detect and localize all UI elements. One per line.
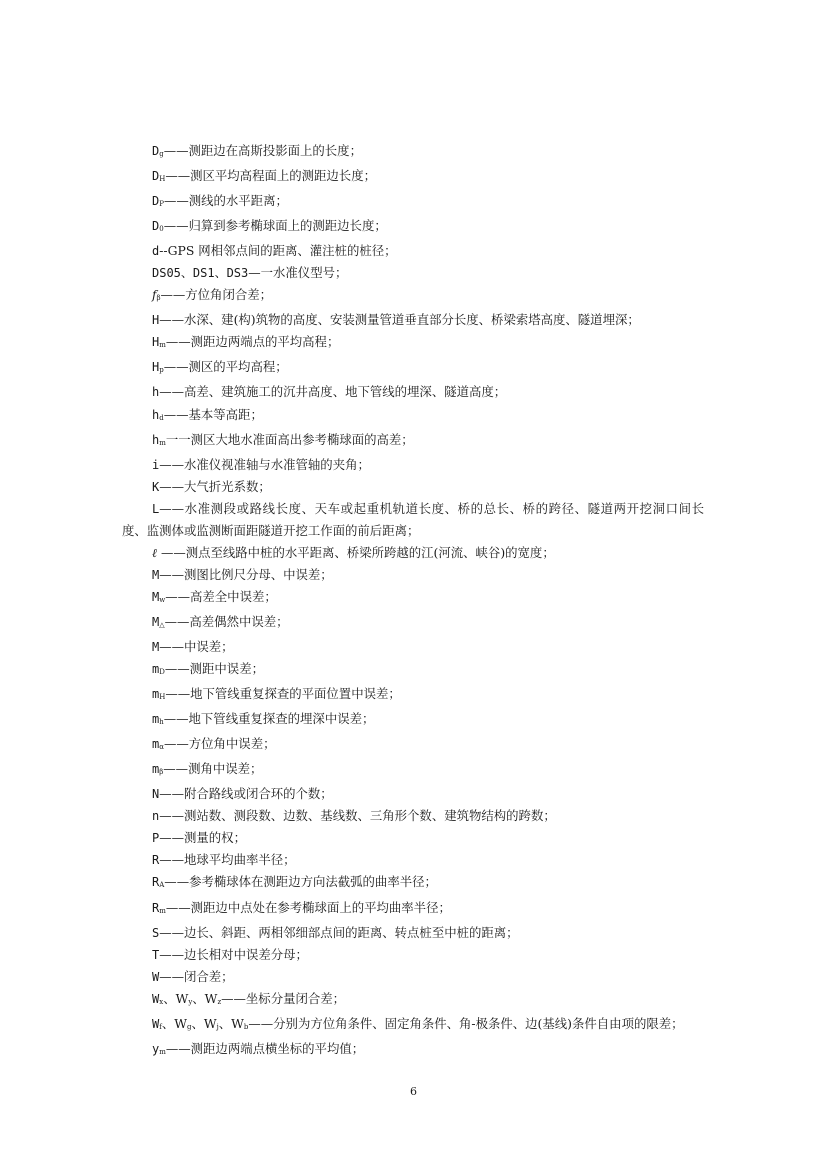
- symbol-entry: [122, 331, 704, 356]
- symbol-entry: [122, 897, 704, 922]
- symbol-entry: [122, 805, 704, 827]
- entry-symbol: n: [152, 809, 160, 824]
- entry-description: ——水准测段或路线长度、天车或起重机轨道长度、桥的总长、桥的跨径、隧道两开挖洞口间长度、监测体或监测断面距隧道开挖工作面的前后距离；: [122, 500, 704, 538]
- entry-subscript: α: [159, 743, 164, 752]
- entry-description: 、Wg、Wj、Wb——分别为方位角条件、固定角条件、角-极条件、边(基线)条件自由项的限差；: [161, 1015, 684, 1031]
- entry-symbol: h: [152, 432, 160, 447]
- entry-symbol: f: [152, 288, 157, 303]
- entry-description: 一一测区大地水准面高出参考椭球面的高差；: [165, 431, 414, 447]
- entry-symbol: H: [152, 360, 160, 375]
- symbol-entry: [122, 284, 704, 309]
- entry-symbol: R: [152, 875, 160, 890]
- symbol-entry: [122, 708, 704, 733]
- entry-subscript: g: [159, 150, 164, 158]
- entry-symbol: DS05、DS1、DS3: [152, 266, 249, 281]
- entry-description: ——附合路线或闭合环的个数；: [159, 786, 333, 802]
- entry-symbol: W: [152, 969, 160, 984]
- entry-description: ——测区平均高程面上的测距边长度；: [165, 168, 376, 184]
- symbol-entry: [122, 658, 704, 683]
- entry-subscript: D: [159, 668, 165, 677]
- entry-symbol: D: [152, 219, 160, 234]
- entry-description: ——测距边两端点的平均高程；: [165, 334, 340, 350]
- symbol-entry: [122, 140, 704, 165]
- entry-symbol: D: [152, 194, 160, 209]
- entry-subscript: d: [159, 413, 164, 422]
- symbol-entry: [122, 988, 704, 1013]
- entry-symbol: W: [152, 991, 160, 1006]
- symbol-entry: [122, 871, 704, 896]
- entry-symbol: h: [152, 407, 160, 422]
- entry-subscript: H: [159, 175, 166, 184]
- entry-description: ——测距中误差；: [164, 661, 264, 677]
- entry-subscript: p: [159, 366, 164, 375]
- page-number: 6: [410, 1085, 417, 1098]
- symbol-entry: [122, 165, 704, 190]
- entry-description: ——参考椭球体在测距边方向法截弧的曲率半径；: [164, 874, 437, 890]
- entry-description: ——测线的水平距离；: [163, 193, 288, 209]
- entry-subscript: β: [156, 294, 161, 303]
- entry-symbol: m: [152, 712, 160, 727]
- entry-symbol: S: [152, 925, 160, 940]
- entry-subscript: f: [159, 1022, 162, 1031]
- symbol-list: [122, 140, 704, 1063]
- entry-description: ——方位角闭合差；: [160, 287, 273, 303]
- symbol-entry: [122, 454, 704, 476]
- entry-symbol: H: [152, 313, 160, 328]
- entry-symbol: ℓ: [152, 545, 157, 560]
- entry-subscript: P: [159, 200, 164, 209]
- symbol-entry: [122, 849, 704, 871]
- entry-symbol: R: [152, 853, 160, 868]
- entry-description: ——地下管线重复探查的平面位置中误差；: [165, 686, 401, 702]
- entry-symbol: d: [152, 244, 160, 259]
- entry-description: ——测量的权；: [159, 830, 246, 846]
- entry-description: ——测图比例尺分母、中误差；: [159, 566, 333, 582]
- symbol-entry: [122, 1038, 704, 1063]
- entry-description: --GPS 网相邻点间的距离、灌注桩的桩径；: [159, 243, 397, 259]
- symbol-entry: [122, 564, 704, 586]
- entry-symbol: h: [152, 385, 160, 400]
- entry-description: ——基本等高距；: [163, 406, 263, 422]
- entry-subscript: m: [159, 438, 166, 447]
- entry-description: ——边长相对中误差分母；: [159, 946, 308, 962]
- entry-description: ——测距边在高斯投影面上的长度；: [163, 143, 362, 158]
- symbol-entry: [122, 190, 704, 215]
- symbol-entry: [122, 586, 704, 611]
- symbol-entry: [122, 498, 704, 542]
- entry-symbol: W: [152, 1016, 160, 1031]
- entry-symbol: m: [152, 687, 160, 702]
- symbol-entry: [122, 758, 704, 783]
- entry-description: ——闭合差；: [159, 968, 234, 984]
- entry-symbol: M: [152, 567, 160, 582]
- entry-symbol: y: [152, 1041, 160, 1056]
- symbol-entry: [122, 542, 704, 564]
- entry-description: ——测距边两端点横坐标的平均值；: [165, 1040, 365, 1056]
- symbol-entry: [122, 944, 704, 966]
- symbol-entry: [122, 1013, 704, 1038]
- entry-description: ——边长、斜距、两相邻细部点间的距离、转点桩至中桩的距离；: [159, 924, 519, 940]
- entry-symbol: H: [152, 335, 160, 350]
- entry-symbol: m: [152, 762, 160, 777]
- entry-description: ——测角中误差；: [163, 761, 263, 777]
- entry-description: ——测区的平均高程；: [163, 359, 288, 375]
- symbol-entry: [122, 215, 704, 240]
- entry-description: ——高差全中误差；: [165, 588, 277, 604]
- entry-description: ——大气折光系数；: [159, 478, 271, 494]
- symbol-entry: [122, 611, 704, 636]
- entry-symbol: M: [152, 614, 160, 629]
- entry-symbol: P: [152, 831, 160, 846]
- entry-subscript: A: [159, 881, 165, 890]
- entry-symbol: D: [152, 144, 160, 158]
- entry-subscript: h: [159, 718, 164, 727]
- entry-symbol: K: [152, 479, 160, 494]
- entry-subscript: w: [159, 595, 166, 604]
- entry-description: 、Wy、Wz——坐标分量闭合差；: [163, 990, 346, 1006]
- symbol-entry: [122, 683, 704, 708]
- symbol-entry: [122, 262, 704, 284]
- symbol-entry: [122, 827, 704, 849]
- entry-symbol: M: [152, 589, 160, 604]
- entry-description: ——水深、建(构)筑物的高度、安装测量管道垂直部分长度、桥梁索塔高度、隧道埋深；: [159, 312, 640, 328]
- symbol-entry: [122, 381, 704, 403]
- symbol-entry: [122, 356, 704, 381]
- symbol-entry: [122, 309, 704, 331]
- entry-subscript: m: [159, 341, 166, 350]
- symbol-entry: [122, 966, 704, 988]
- entry-subscript: m: [159, 906, 166, 915]
- entry-description: ——高差偶然中误差；: [164, 613, 289, 629]
- symbol-entry: [122, 922, 704, 944]
- entry-symbol: L: [152, 501, 160, 516]
- symbol-entry: [122, 476, 704, 498]
- entry-subscript: △: [159, 620, 165, 629]
- entry-description: ——测站数、测段数、边数、基线数、三角形个数、建筑物结构的跨数；: [159, 808, 556, 824]
- entry-symbol: T: [152, 947, 160, 962]
- entry-subscript: m: [159, 1047, 166, 1056]
- symbol-entry: [122, 429, 704, 454]
- entry-subscript: H: [159, 693, 166, 702]
- symbol-entry: [122, 404, 704, 429]
- entry-description: ——地球平均曲率半径；: [159, 852, 296, 868]
- symbol-entry: [122, 240, 704, 262]
- entry-description: ——测距边中点处在参考椭球面上的平均曲率半径；: [165, 899, 451, 915]
- entry-symbol: D: [152, 169, 160, 184]
- entry-symbol: N: [152, 787, 160, 802]
- entry-description: —一水准仪型号；: [248, 265, 348, 281]
- symbol-entry: [122, 733, 704, 758]
- entry-description: ——高差、建筑施工的沉井高度、地下管线的埋深、隧道高度；: [159, 384, 507, 400]
- entry-description: ——方位角中误差；: [163, 736, 276, 752]
- entry-symbol: R: [152, 900, 160, 915]
- symbol-entry: [122, 636, 704, 658]
- entry-subscript: 0: [159, 225, 164, 234]
- entry-description: ——归算到参考椭球面上的测距边长度；: [163, 218, 387, 234]
- entry-subscript: β: [159, 768, 164, 777]
- entry-subscript: x: [159, 997, 164, 1006]
- entry-description: ——地下管线重复探查的埋深中误差；: [163, 711, 375, 727]
- entry-description: ——测点至线路中桩的水平距离、桥梁所跨越的江(河流、峡谷)的宽度；: [157, 544, 555, 560]
- entry-symbol: m: [152, 662, 160, 677]
- entry-description: ——中误差；: [159, 638, 234, 654]
- entry-description: ——水准仪视准轴与水准管轴的夹角；: [159, 456, 370, 472]
- entry-symbol: m: [152, 737, 160, 752]
- symbol-entry: [122, 783, 704, 805]
- entry-symbol: i: [152, 457, 160, 472]
- entry-symbol: M: [152, 639, 160, 654]
